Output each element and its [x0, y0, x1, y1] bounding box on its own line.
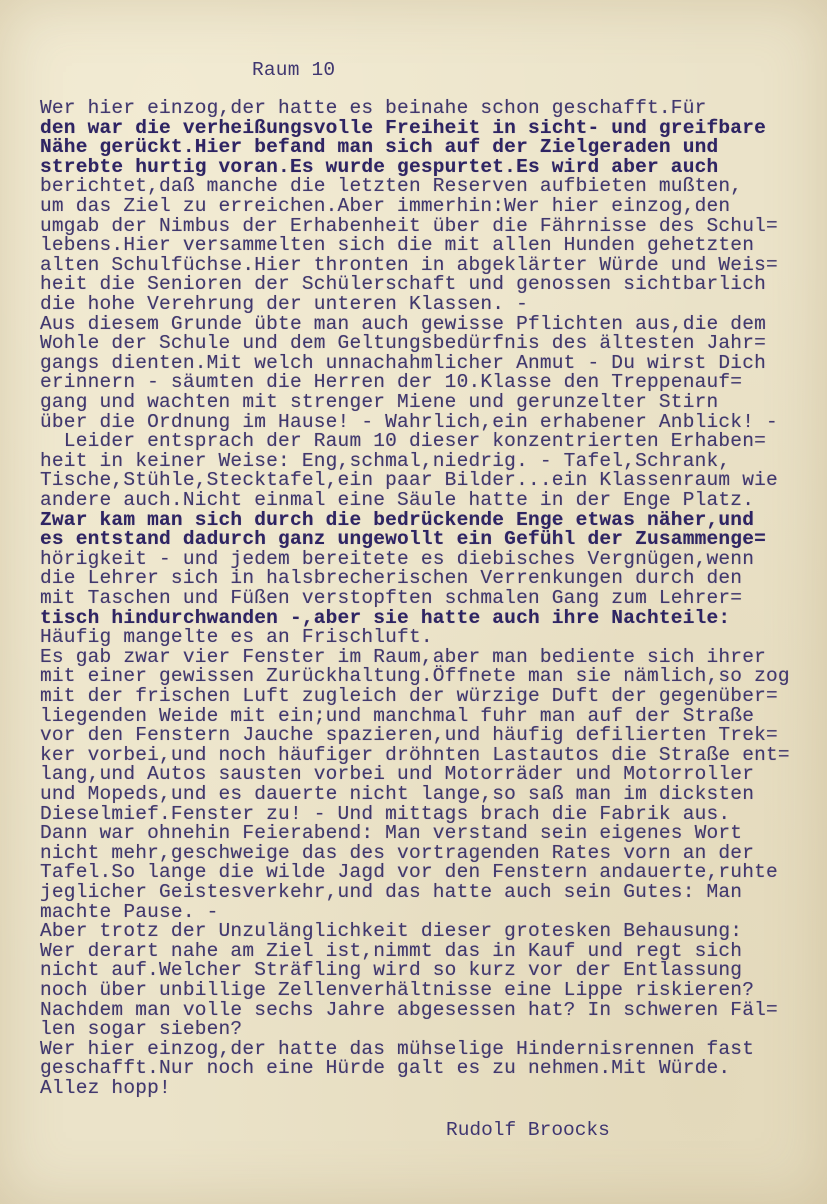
text-line: Nähe gerückt.Hier befand man sich auf der Zielgeraden und [40, 136, 719, 159]
text-line: strebte hurtig voran.Es wurde gespurtet.Es wird aber auch [40, 155, 719, 178]
text-line: Leider entsprach der Raum 10 dieser konzentrierten Erhaben= [40, 430, 767, 453]
text-line: Tafel.So lange die wilde Jagd vor den Fenstern andauerte,ruhte [40, 861, 778, 884]
text-line: hörigkeit - und jedem bereitete es diebisches Vergnügen,wenn [40, 547, 755, 570]
text-line: mit der frischen Luft zugleich der würzige Duft der gegenüber= [40, 685, 778, 707]
text-line: len sogar sieben? [40, 1018, 243, 1041]
text-line: Wer hier einzog,der hatte das mühselige Hindernisrennen fast [40, 1037, 755, 1060]
text-line: Tische,Stühle,Stecktafel,ein paar Bilder...ein Klassenraum wie [40, 469, 778, 492]
text-line: nicht mehr,geschweige das des vortragenden Rates vorn an der [40, 841, 755, 864]
text-line: vor den Fenstern Jauche spazieren,und häufig defilierten Trek= [40, 724, 778, 747]
text-line: heit die Senioren der Schülerschaft und genossen sichtbarlich [40, 273, 767, 296]
text-line: mit einer gewissen Zurückhaltung.Öffnete man sie nämlich,so zog [40, 665, 790, 688]
text-line: Dann war ohnehin Feierabend: Man verstand sein eigenes Wort [40, 822, 743, 845]
text-line: Allez hopp! [40, 1077, 171, 1099]
author-signature: Rudolf Broocks [446, 1119, 610, 1141]
text-line: machte Pause. - [40, 900, 219, 923]
text-line: erinnern - säumten die Herren der 10.Klasse den Treppenauf= [40, 371, 743, 394]
text-line: liegenden Weide mit ein;und manchmal fuhr man auf der Straße [40, 704, 755, 727]
text-line: gang und wachten mit strenger Miene und gerunzelter Stirn [40, 391, 719, 413]
text-line: es entstand dadurch ganz ungewollt ein Gefühl der Zusammenge= [40, 528, 767, 551]
text-line: nicht auf.Welcher Sträfling wird so kurz vor der Entlassung [40, 959, 743, 982]
text-line: Zwar kam man sich durch die bedrückende Enge etwas näher,und [40, 508, 755, 531]
text-line: Nachdem man volle sechs Jahre abgesessen hat? In schweren Fäl= [40, 998, 778, 1021]
text-line: den war die verheißungsvolle Freiheit in sicht- und greifbare [40, 116, 767, 139]
text-line: Dieselmief.Fenster zu! - Und mittags brach die Fabrik aus. [40, 802, 731, 825]
text-line: ker vorbei,und noch häufiger dröhnten Lastautos die Straße ent= [40, 743, 790, 766]
text-line: über die Ordnung im Hause! - Wahrlich,ein erhabener Anblick! - [40, 410, 778, 433]
text-line: heit in keiner Weise: Eng,schmal,niedrig. - Tafel,Schrank, [40, 449, 731, 472]
text-line: Es gab zwar vier Fenster im Raum,aber man bediente sich ihrer [40, 645, 767, 668]
text-line: die hohe Verehrung der unteren Klassen. - [40, 293, 528, 315]
text-line: und Mopeds,und es dauerte nicht lange,so saß man im dicksten [40, 783, 755, 805]
text-line: andere auch.Nicht einmal eine Säule hatte in der Enge Platz. [40, 489, 755, 511]
page-title: Raum 10 [252, 59, 336, 81]
text-line: jeglicher Geistesverkehr,und das hatte auch sein Gutes: Man [40, 881, 743, 903]
text-line: noch über unbillige Zellenverhältnisse eine Lippe riskieren? [40, 979, 755, 1001]
text-line: geschafft.Nur noch eine Hürde galt es zu nehmen.Mit Würde. [40, 1057, 731, 1080]
text-line: lebens.Hier versammelten sich die mit allen Hunden gehetzten [40, 234, 755, 257]
text-line: Häufig mangelte es an Frischluft. [40, 626, 433, 649]
text-line: Wer hier einzog,der hatte es beinahe schon geschafft.Für [40, 97, 707, 119]
text-line: die Lehrer sich in halsbrecherischen Verrenkungen durch den [40, 567, 743, 590]
text-line: umgab der Nimbus der Erhabenheit über die Fährnisse des Schul= [40, 214, 778, 237]
text-line: Wohle der Schule und dem Geltungsbedürfnis des ältesten Jahr= [40, 332, 767, 355]
text-line: Wer derart nahe am Ziel ist,nimmt das in Kauf und regt sich [40, 939, 743, 962]
text-line: alten Schulfüchse.Hier thronten in abgeklärter Würde und Weis= [40, 253, 778, 276]
text-line: tisch hindurchwanden -,aber sie hatte auch ihre Nachteile: [40, 606, 731, 629]
text-line: lang,und Autos sausten vorbei und Motorräder und Motorroller [40, 763, 755, 786]
text-line: Aus diesem Grunde übte man auch gewisse Pflichten aus,die dem [40, 312, 767, 335]
text-line: Aber trotz der Unzulänglichkeit dieser grotesken Behausung: [40, 920, 743, 943]
text-line: berichtet,daß manche die letzten Reserven aufbieten mußten, [40, 175, 743, 198]
text-line: gangs dienten.Mit welch unnachahmlicher Anmut - Du wirst Dich [40, 351, 767, 374]
text-line: um das Ziel zu erreichen.Aber immerhin:Wer hier einzog,den [40, 195, 731, 217]
text-line: mit Taschen und Füßen verstopften schmalen Gang zum Lehrer= [40, 587, 743, 609]
